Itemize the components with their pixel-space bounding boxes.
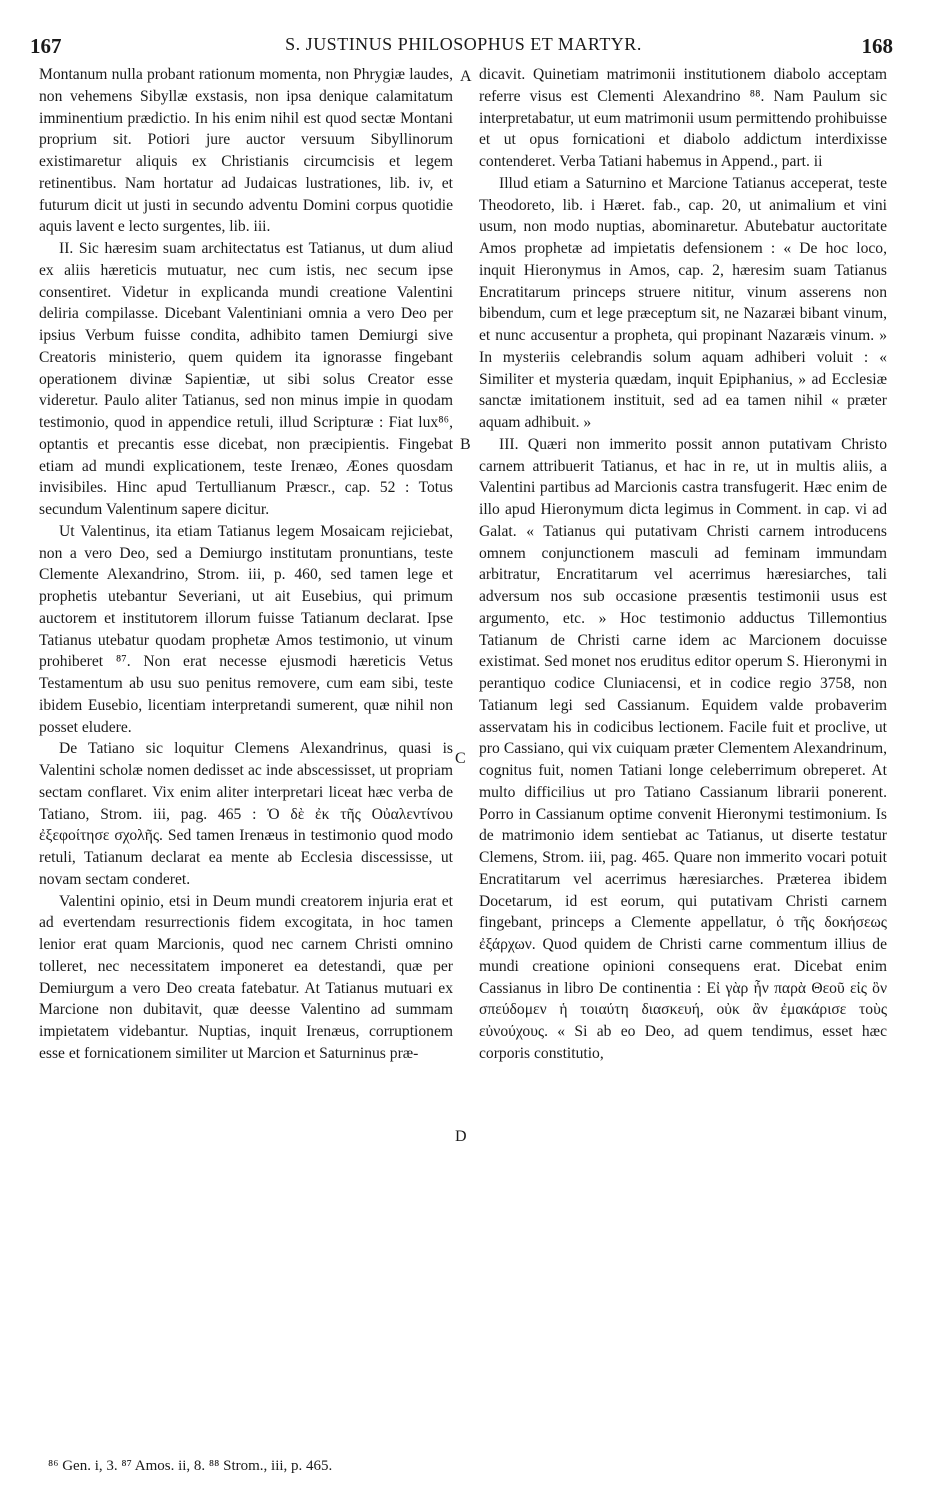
left-paragraph: II. Sic hæresim suam architectatus est Tatianus, ut dum aliud ex aliis hæreticis mutuatur, nec cum istis, nec secum ipse consentiret. Videtur in explicanda mundi creatione Valentini deliria compilasse. Dicebant Valentiniani omnia a vero Deo per ipsius Verbum fuisse condita, adhibito tamen Demiurgi sive Creatoris ministerio, quem quidem ita ignorasse fingebant operationem divinæ Sapientiæ, ut sibi solus Creator esse videretur. Paulo aliter Tatianus, sed non minus impie in quodam testimonio, quod in appendice retuli, illud Scripturæ : Fiat lux⁸⁶, optantis et precantis esse dicebat, non præcipientis. Fingebat etiam ad mundi explicationem, teste Irenæo, Æones quosdam invisibiles. Hinc apud Tertullianum Præscr., cap. 52 : Totus secundum Valentinum sapere dicitur.	[39, 240, 453, 518]
margin-letter-a: A	[460, 68, 472, 85]
left-paragraph: De Tatiano sic loquitur Clemens Alexandrinus, quasi is Valentini scholæ nomen dedisset ac inde abscessisset, ut propriam sectam conflaret. Vix enim aliter interpretari liceat hæc verba de Tatiano, Strom. iii, pag. 465 : Ὁ δὲ ἐκ τῆς Οὐαλεντίνου ἐξεφοίτησε σχολῆς. Sed tamen Irenæus in testimonio quod modo retuli, Tatianum declarat ea mente ab Ecclesia discessisse, ut novam sectam conderet.	[39, 740, 453, 888]
margin-letter-d: D	[455, 1128, 467, 1145]
left-paragraph: Valentini opinio, etsi in Deum mundi creatorem injuria erat et ad evertendam resurrectionis fidem excogitata, in hoc tamen lenior erat quam Marcionis, quod nec carnem Christi omnino tolleret, nec necessitatem imponeret ea detestandi, quæ per Demiurgum a vero Deo creata fatebatur. At Tatianus mutuari ex Marcione non dubitavit, quæ deesse Valentino ad summam impietatem videbantur. Nuptias, inquit Irenæus, corruptionem esse et fornicationem similiter ut Marcion et Saturninus præ-	[39, 892, 453, 1062]
left-column	[39, 64, 453, 1065]
left-paragraph: Montanum nulla probant rationum momenta, non Phrygiæ laudes, non vehemens Sibyllæ exstasis, non ipsa denique calamitatum imminentium prædictio. In his enim nihil est quod sectæ Montani proprium sit. Potiori jure auctor versuum Sibyllinorum existimaretur aliquis ex Christianis circumcisis et legem retinentibus. Nam hortatur ad Judaicas lustrationes, lib. iv, et futurum dicit ut justi in secundo adventu Domini corpus quotidie aquis lavent e lecto surgentes, lib. iii.	[39, 66, 453, 236]
running-header	[0, 32, 927, 64]
running-title: S. JUSTINUS PHILOSOPHUS ET MARTYR.	[285, 34, 642, 54]
right-paragraph: III. Quæri non immerito possit annon putativam Christo carnem attribuerit Tatianus, et hac in re, ut in multis aliis, a Valentini partibus ad Marcionis castra transfugerit. Hæc enim de illo apud Hieronymum dicta legimus in Comment. in cap. vi ad Galat. « Tatianus qui putativam Christi carnem introducens omnem conjunctionem masculi ad feminam immundam arbitratur, Encratitarum vel acerrimus hæresiarches, tali adversum nos sub occasione præsentis testimonii usus est argumento, etc. » Hoc testimonio adductus Tillemontius Tatianum de Christi carne idem ac Marcionem docuisse existimat. Sed monet nos eruditus editor operum S. Hieronymi in perantiquo codice Cluniacensi, et in codice regio 3758, non Tatianum legi sed Cassianum. Equidem valde probaverim asservatam his in codicibus lectionem. Facile fuit et proclive, ut pro Cassiano, qui vix cuiquam præter Clementem Alexandrinum, cognitus fuit, nomen Tatiani longe celeberrimum obreperet. At multo difficilius ut pro Tatiano Cassianum librarii ponerent. Porro in Cassianum optime convenit Hieronymi testimonium. Is de matrimonio idem sentiebat ac Tatianus, ut diserte testatur Clemens, Strom. iii, pag. 465. Quare non immerito vocari potuit Encratitarum vel acerrimus hæresiarches. Præterea ibidem Docetarum, id est eorum, qui putativam Christi carnem fingebant, princeps a Clemente appellatur, ὁ τῆς δοκήσεως ἐξάρχων. Quod quidem de Christi carne commentum illius de mundi creatione opinioni consequens erat. Dicebat enim Cassianus in libro De continentia : Εἰ γὰρ ἦν παρὰ Θεοῦ εἰς ὃν σπεύδομεν ἡ τοιαύτη διασκευή, οὐκ ἂν ἐμακάρισε τοὺς εὐνούχους. « Si ab eo Deo, ad quem tendimus, esset hæc corporis constitutio,	[479, 435, 887, 1062]
left-paragraph: Ut Valentinus, ita etiam Tatianus legem Mosaicam rejiciebat, non a vero Deo, sed a Demiurgo institutam pronuntians, teste Clemente Alexandrino, Strom. iii, p. 460, sed tamen lege et prophetis utebantur Severiani, ut ait Eusebius, qui primum auctorem et institutorem illorum fuisse Tatianum declarat. Ipse Tatianus utebatur quodam prophetæ Amos testimonio, ut vinum prohiberet ⁸⁷. Non erat necesse ejusmodi hæreticis Vetus Testamentum ab usu suo penitus removere, cum eam sibi, teste ibidem Eusebio, licentiam interpretandi sumerent, quæ nihil non posset eludere.	[39, 522, 453, 736]
footnotes: ⁸⁶ Gen. i, 3. ⁸⁷ Amos. ii, 8. ⁸⁸ Strom., iii, p. 465.	[48, 1458, 333, 1474]
left-page-number: 167	[30, 34, 62, 58]
margin-letter-c: C	[455, 750, 466, 767]
right-paragraph: dicavit. Quinetiam matrimonii institutionem diabolo acceptam referre visus est Clementi Alexandrino ⁸⁸. Nam Paulum sic interpretabatur, ut eum matrimonii usum permittendo prohibuisse et ut opus fornicationi et diabolo addictum interdixisse contenderet. Verba Tatiani habemus in Append., part. ii	[479, 66, 887, 170]
right-column	[479, 64, 887, 1065]
right-paragraph: Illud etiam a Saturnino et Marcione Tatianus acceperat, teste Theodoreto, lib. i Hæret. fab., cap. 20, ut animalium et vini usum, non modo nuptias, abominaretur. Abutebatur auctoritate Amos prophetæ ad impietatis defensionem : « De hoc loco, inquit Hieronymus in Amos, cap. 2, hæresim suam Tatianus Encratitarum princeps struere nititur, vinum asserens non bibendum, cum et lege præceptum sit, ne Nazaræi bibant vinum, et nunc accusentur a propheta, qui propinant Nazaræis vinum. » In mysteriis celebrandis solum aquam adhiberi voluit : « Similiter et mysteria quædam, inquit Epiphanius, » ad Ecclesiæ sanctæ imitationem instituit, sed ad ea tamen nihil « præter aquam adhibuit. »	[479, 174, 887, 431]
right-page-number: 168	[861, 34, 893, 58]
margin-letter-b: B	[460, 436, 471, 453]
